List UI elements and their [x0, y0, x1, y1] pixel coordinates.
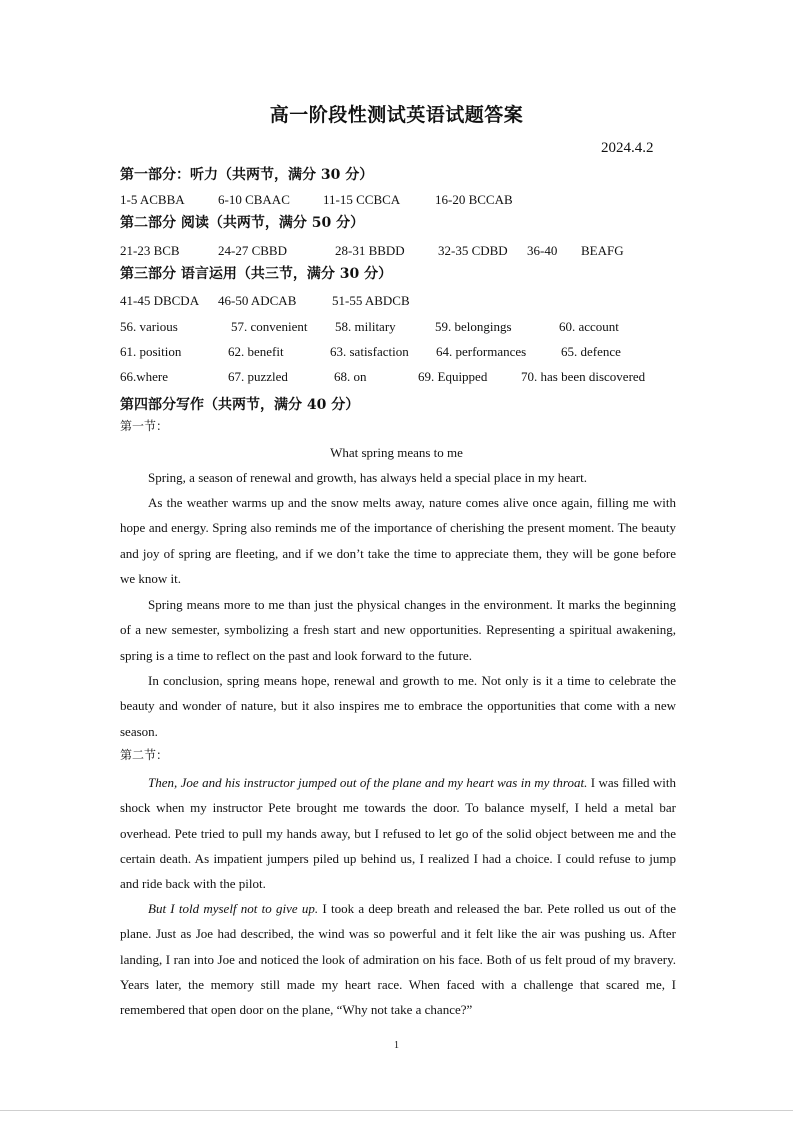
- fill-answer: 58. military: [335, 319, 396, 334]
- part1-heading: 第一部分：听力（共两节，满分 30 分）: [120, 167, 374, 183]
- section2-label: 第二节：: [120, 748, 169, 762]
- answer-group: 11-15 CCBCA: [323, 192, 401, 207]
- essay-paragraph: As the weather warms up and the snow melts away, nature comes alive once again, filling me with hope and energy. Spring also reminds me of the importance of cherishing the present moment. The beauty and joy of spring are fleeting, and if we don’t take the time to appreciate them, they will be gone before we know it.: [120, 495, 676, 586]
- document-date: 2024.4.2: [601, 140, 654, 156]
- document-title: 高一阶段性测试英语试题答案: [269, 104, 524, 126]
- story-paragraph: [120, 896, 676, 1022]
- story-body: I took a deep breath and released the bar. Pete rolled us out of the plane. Just as Joe had described, the wind was so powerful and it felt like the air was pushing us. After landing, I ran into Joe and noticed the look of admiration on his face. Both of us felt proud of my bravery. Years later, the memory still made my heart race. When faced with a challenge that scared me, I remembered that open door on the plane, “Why not take a chance?”: [120, 901, 676, 1018]
- answer-group: 32-35 CDBD: [438, 243, 508, 258]
- answer-group: 24-27 CBBD: [218, 243, 287, 258]
- fill-answer: 70. has been discovered: [521, 369, 646, 384]
- fill-answer: 60. account: [559, 319, 619, 334]
- fill-answer: 62. benefit: [228, 344, 284, 359]
- fill-answer: 67. puzzled: [228, 369, 288, 384]
- story-body: I was filled with shock when my instructor Pete brought me towards the door. To balance myself, I held a metal bar overhead. Pete tried to pull my hands away, but I refused to let go of the solid object between me and the certain death. As impatient jumpers piled up behind us, I realized I had a choice. I could refuse to jump and ride back with the pilot.: [120, 775, 677, 892]
- part3-heading: 第三部分 语言运用（共三节，满分 30 分）: [120, 266, 393, 282]
- answer-group: 46-50 ADCAB: [218, 293, 297, 308]
- answer-group: 41-45 DBCDA: [120, 293, 200, 308]
- answer-group: BEAFG: [581, 243, 624, 258]
- answer-group: 6-10 CBAAC: [218, 192, 290, 207]
- essay-paragraph: In conclusion, spring means hope, renewal and growth to me. Not only is it a time to celebrate the beauty and wonder of nature, but it also inspires me to embrace the opportunities that come with a new season.: [120, 673, 676, 739]
- page-bottom-divider: [0, 1110, 793, 1111]
- answer-group: 1-5 ACBBA: [120, 192, 185, 207]
- answer-group: 51-55 ABDCB: [332, 293, 410, 308]
- story-paragraph: [120, 770, 676, 896]
- story-lead-sentence: But I told myself not to give up.: [148, 901, 319, 916]
- fill-answer: 57. convenient: [231, 319, 308, 334]
- answer-group: 36-40: [527, 243, 558, 258]
- part4-heading: 第四部分写作（共两节，满分 40 分）: [120, 397, 360, 413]
- essay-paragraph: Spring means more to me than just the physical changes in the environment. It marks the beginning of a new semester, symbolizing a fresh start and new opportunities. Representing a spiritual awakening, spring is a time to reflect on the past and look forward to the future.: [120, 597, 676, 663]
- fill-answer: 61. position: [120, 344, 182, 359]
- answer-group: 16-20 BCCAB: [435, 192, 513, 207]
- fill-answer: 65. defence: [561, 344, 621, 359]
- essay-paragraph: Spring, a season of renewal and growth, has always held a special place in my heart.: [148, 470, 587, 485]
- fill-answer: 63. satisfaction: [330, 344, 409, 359]
- story-lead-sentence: Then, Joe and his instructor jumped out of the plane and my heart was in my throat.: [148, 775, 588, 790]
- essay-title: What spring means to me: [330, 445, 463, 460]
- part2-heading: 第二部分 阅读（共两节，满分 50 分）: [120, 215, 365, 231]
- section1-label: 第一节：: [120, 419, 169, 433]
- answer-group: 21-23 BCB: [120, 243, 180, 258]
- fill-answer: 68. on: [334, 369, 367, 384]
- fill-answer: 66.where: [120, 369, 169, 384]
- fill-answer: 64. performances: [436, 344, 527, 359]
- fill-answer: 56. various: [120, 319, 178, 334]
- fill-answer: 69. Equipped: [418, 369, 488, 384]
- answer-group: 28-31 BBDD: [335, 243, 405, 258]
- fill-answer: 59. belongings: [435, 319, 512, 334]
- page-number: 1: [394, 1040, 399, 1051]
